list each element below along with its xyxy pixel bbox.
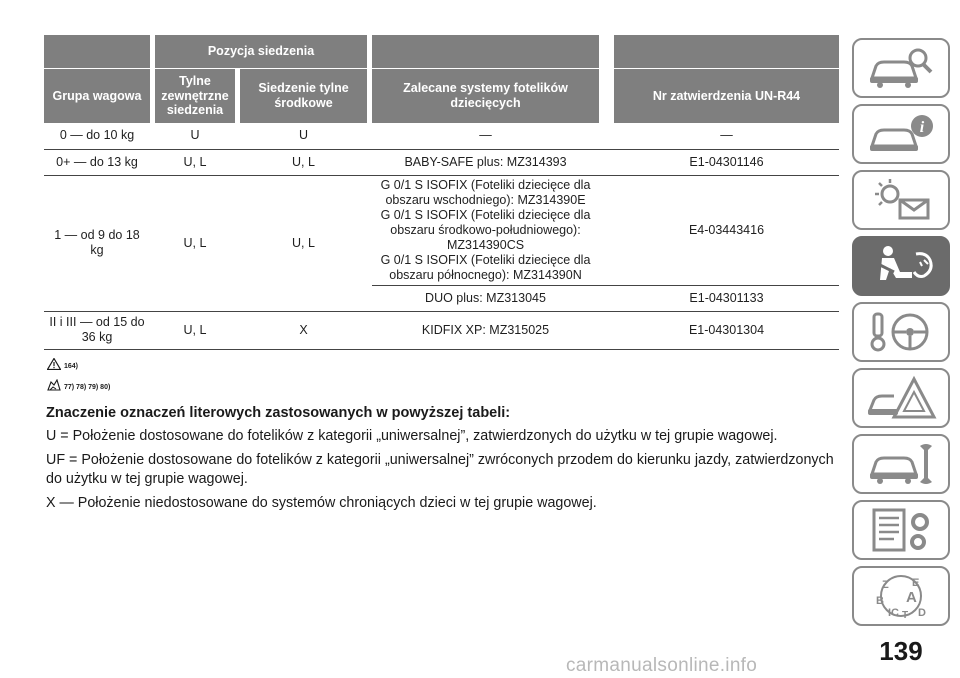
tab-warning-lights[interactable] xyxy=(852,170,950,230)
system-cell: DUO plus: MZ313045 xyxy=(372,285,599,311)
header-weight-group: Grupa wagowa xyxy=(44,68,150,123)
caution-hand-icon xyxy=(47,379,61,391)
header-rear-outer-seats: Tylne zewnętrzne siedzenia xyxy=(155,68,235,123)
tab-emergency[interactable] xyxy=(852,368,950,428)
svg-text:E: E xyxy=(912,577,920,589)
system-cell-isofix xyxy=(372,175,599,285)
weight-group-cell: 0 — do 10 kg xyxy=(44,123,150,149)
child-seat-table xyxy=(44,35,839,350)
approval-cell: E1-04301146 xyxy=(614,149,839,175)
footnote-caution xyxy=(47,379,110,391)
tab-index[interactable] xyxy=(852,566,950,626)
alphabet-index-icon xyxy=(864,572,938,620)
legend-section xyxy=(46,405,836,518)
legend-uf: UF = Położenie dostosowane do fotelików z kategorii „uniwersalnej” zwróconych przodem do kierunku jazdy, zatwierdzonych do użytku w tej grupie wagowej. xyxy=(46,452,834,487)
svg-text:i: i xyxy=(919,119,925,136)
system-cell: KIDFIX XP: MZ315025 xyxy=(372,311,599,349)
approval-cell: E1-04301133 xyxy=(614,285,839,311)
legend-x: X — Położenie niedostosowane do systemów chroniących dzieci w tej grupie wagowej. xyxy=(46,494,597,511)
header-blank-cell xyxy=(372,35,599,68)
table-row xyxy=(44,123,839,149)
outer-seat-cell: U xyxy=(155,123,235,149)
weight-group-cell: 1 — od 9 do 18 kg xyxy=(44,175,150,311)
header-seat-position: Pozycja siedzenia xyxy=(155,35,367,68)
center-seat-cell: X xyxy=(240,311,367,349)
system-cell: — xyxy=(372,123,599,149)
car-wrench-icon xyxy=(864,440,938,488)
svg-text:Z: Z xyxy=(882,579,889,591)
weight-group-cell: II i III — od 15 do 36 kg xyxy=(44,311,150,349)
tab-technical-data[interactable] xyxy=(852,500,950,560)
table-row xyxy=(44,175,839,285)
table-row xyxy=(44,311,839,349)
tab-vehicle-info[interactable] xyxy=(852,104,950,164)
svg-text:D: D xyxy=(918,607,926,619)
table-row xyxy=(44,149,839,175)
svg-text:A: A xyxy=(906,589,917,606)
legend-u: U = Położenie dostosowane do fotelików z kategorii „uniwersalnej”, zatwierdzonych do użytku w tej grupie wagowej. xyxy=(46,428,778,444)
footnote-warning xyxy=(47,358,78,370)
outer-seat-cell: U, L xyxy=(155,311,235,349)
svg-text:B: B xyxy=(876,595,884,607)
footnote-caution-ref: 77) 78) 79) 80) xyxy=(64,384,111,391)
tab-vehicle-overview[interactable] xyxy=(852,38,950,98)
car-info-icon xyxy=(864,110,938,158)
header-approval-number: Nr zatwierdzenia UN-R44 xyxy=(614,68,839,123)
center-seat-cell: U, L xyxy=(240,175,367,311)
tab-starting-driving[interactable] xyxy=(852,302,950,362)
header-recommended-systems: Zalecane systemy fotelików dziecięcych xyxy=(372,68,599,123)
page-number: 139 xyxy=(879,636,923,666)
weight-group-cell: 0+ — do 13 kg xyxy=(44,149,150,175)
seat-airbag-icon xyxy=(864,242,938,290)
isofix-east-line: G 0/1 S ISOFIX (Foteliki dziecięce dla obszaru wschodniego): MZ314390E xyxy=(380,177,591,207)
approval-cell: E1-04301304 xyxy=(614,311,839,349)
outer-seat-cell: U, L xyxy=(155,175,235,311)
warning-triangle-icon xyxy=(47,358,61,370)
chapter-sidebar xyxy=(852,38,950,632)
car-magnifier-icon xyxy=(864,44,938,92)
svg-text:IC: IC xyxy=(888,607,899,619)
header-rear-center-seat: Siedzenie tylne środkowe xyxy=(240,68,367,123)
approval-cell: — xyxy=(614,123,839,149)
header-blank-cell xyxy=(44,35,150,68)
isofix-north-line: G 0/1 S ISOFIX (Foteliki dziecięce dla obszaru północnego): MZ314390N xyxy=(380,252,591,282)
svg-text:T: T xyxy=(902,610,909,620)
warning-light-envelope-icon xyxy=(864,176,938,224)
center-seat-cell: U, L xyxy=(240,149,367,175)
outer-seat-cell: U, L xyxy=(155,149,235,175)
header-blank-cell xyxy=(614,35,839,68)
system-cell: BABY-SAFE plus: MZ314393 xyxy=(372,149,599,175)
checklist-gear-icon xyxy=(864,506,938,554)
footnote-warning-ref: 164) xyxy=(64,363,79,370)
center-seat-cell: U xyxy=(240,123,367,149)
approval-cell: E4-03443416 xyxy=(614,175,839,285)
isofix-center-south-line: G 0/1 S ISOFIX (Foteliki dziecięce dla obszaru środkowo-południowego): MZ314390CS xyxy=(380,207,591,252)
tab-safety[interactable] xyxy=(852,236,950,296)
tab-maintenance[interactable] xyxy=(852,434,950,494)
legend-title: Znaczenie oznaczeń literowych zastosowanych w powyższej tabeli: xyxy=(46,405,511,421)
key-steering-wheel-icon xyxy=(864,308,938,356)
warning-triangle-car-icon xyxy=(864,374,938,422)
watermark: carmanualsonline.info xyxy=(566,655,758,676)
